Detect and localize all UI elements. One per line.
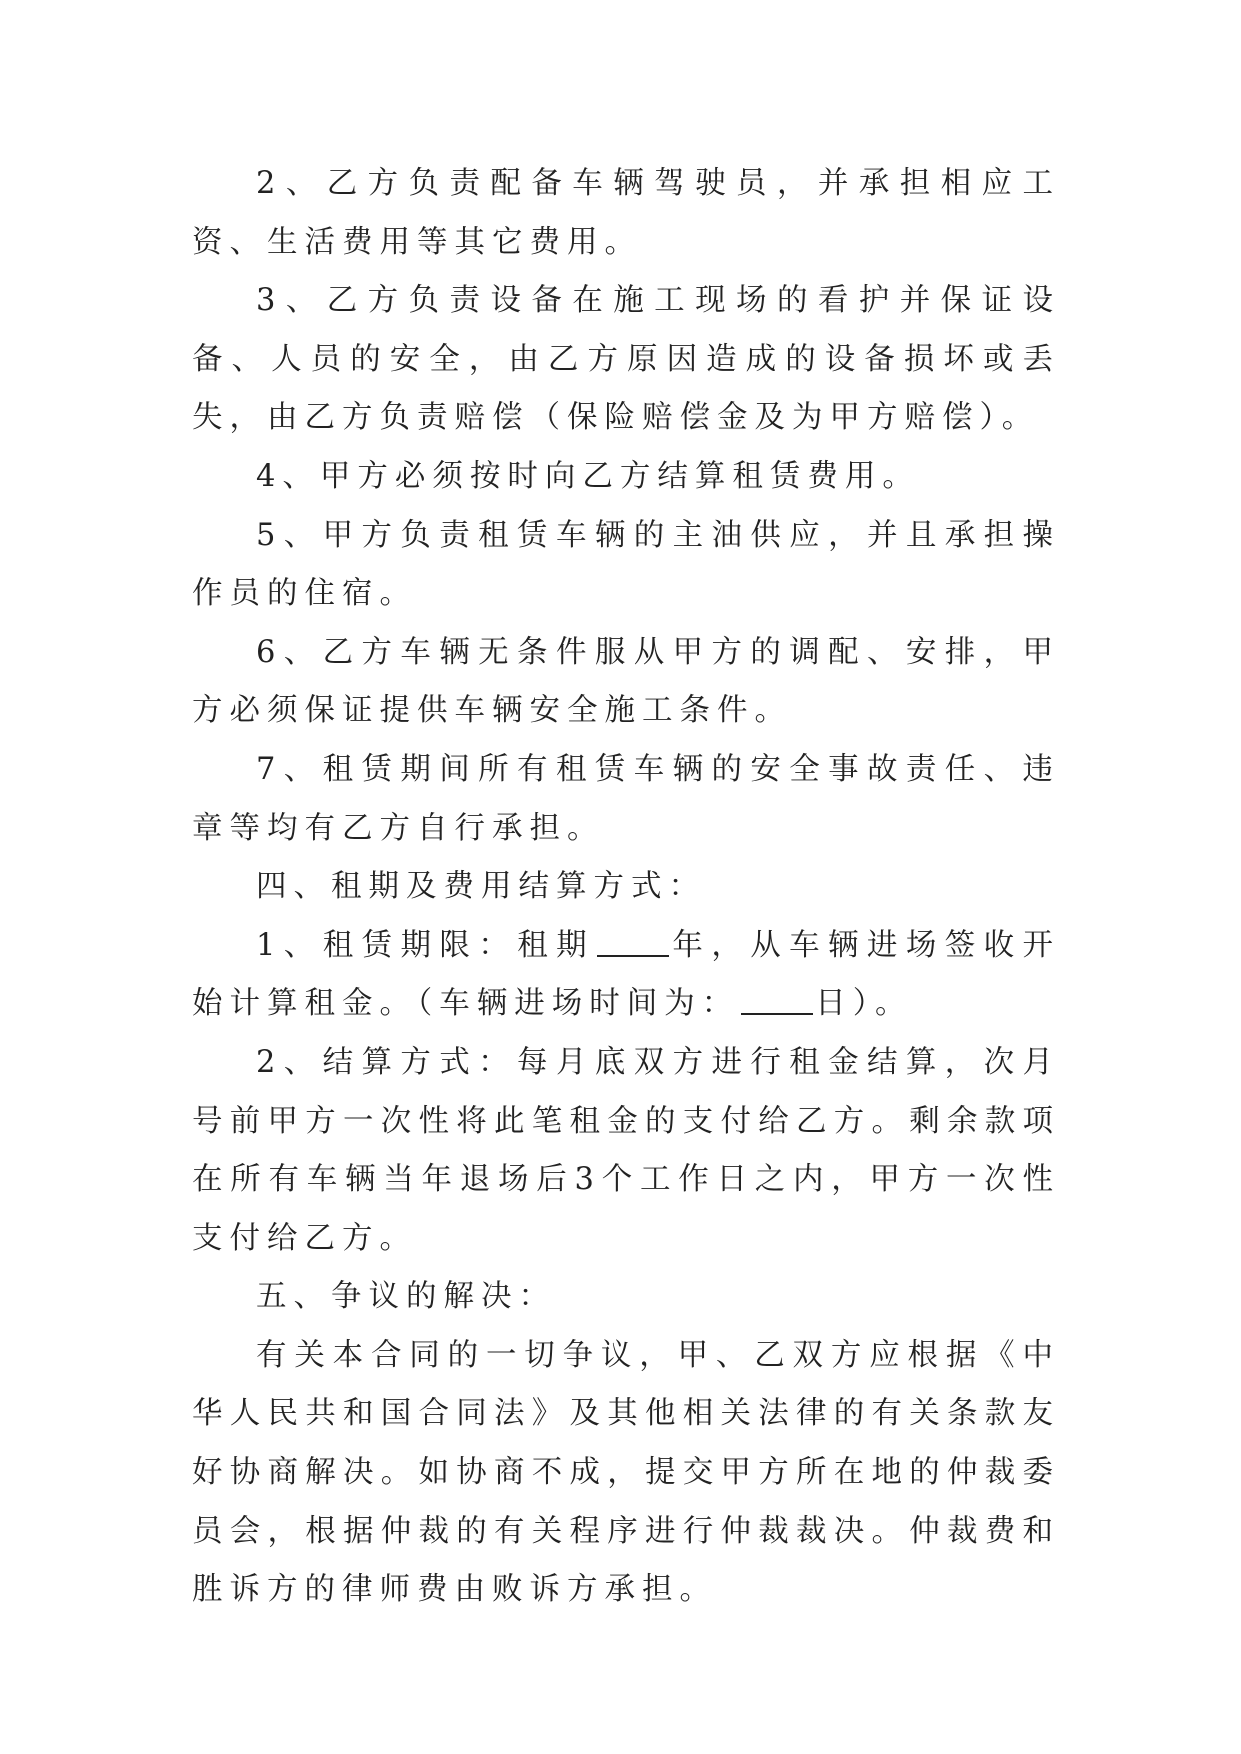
clause-settlement-method: 2、结算方式：每月底双方进行租金结算，次月号前甲方一次性将此笔租金的支付给乙方。剩余款项在所有车辆当年退场后3个工作日之内，甲方一次性支付给乙方。	[192, 1044, 1060, 1256]
clause-accident-liability: 7、租赁期间所有租赁车辆的安全事故责任、违章等均有乙方自行承担。	[192, 751, 1060, 846]
clause-equipment-safety: 3、乙方负责设备在施工现场的看护并保证设备、人员的安全，由乙方原因造成的设备损坏或丢失，由乙方负责赔偿（保险赔偿金及为甲方赔偿）。	[192, 283, 1060, 436]
lease-term-text-b: 年，从车辆进场签收开始计算租金。（车辆进场时间为：	[192, 927, 1061, 1022]
clause-lease-term	[192, 917, 1060, 1034]
lease-term-text-c: 日）。	[815, 986, 913, 1022]
document-page	[192, 155, 1060, 1620]
clause-fuel-lodging: 5、甲方负责租赁车辆的主油供应，并且承担操作员的住宿。	[192, 517, 1060, 612]
section-heading-dispute: 五、争议的解决：	[256, 1279, 556, 1315]
lease-term-text-a: 1、租赁期限：租期	[256, 927, 596, 963]
clause-driver-staffing: 2、乙方负责配备车辆驾驶员，并承担相应工资、生活费用等其它费用。	[192, 166, 1060, 260]
entry-date-blank	[741, 987, 813, 1015]
lease-years-blank	[597, 929, 669, 957]
clause-vehicle-dispatch: 6、乙方车辆无条件服从甲方的调配、安排，甲方必须保证提供车辆安全施工条件。	[192, 634, 1060, 729]
clause-dispute-resolution: 有关本合同的一切争议，甲、乙双方应根据《中华人民共和国合同法》及其他相关法律的有关条款友好协商解决。如协商不成，提交甲方所在地的仲裁委员会，根据仲裁的有关程序进行仲裁裁决。仲裁费和胜诉方的律师费由败诉方承担。	[192, 1337, 1060, 1608]
section-heading-term-payment: 四、租期及费用结算方式：	[256, 869, 706, 905]
clause-rent-settlement: 4、甲方必须按时向乙方结算租赁费用。	[256, 458, 920, 494]
